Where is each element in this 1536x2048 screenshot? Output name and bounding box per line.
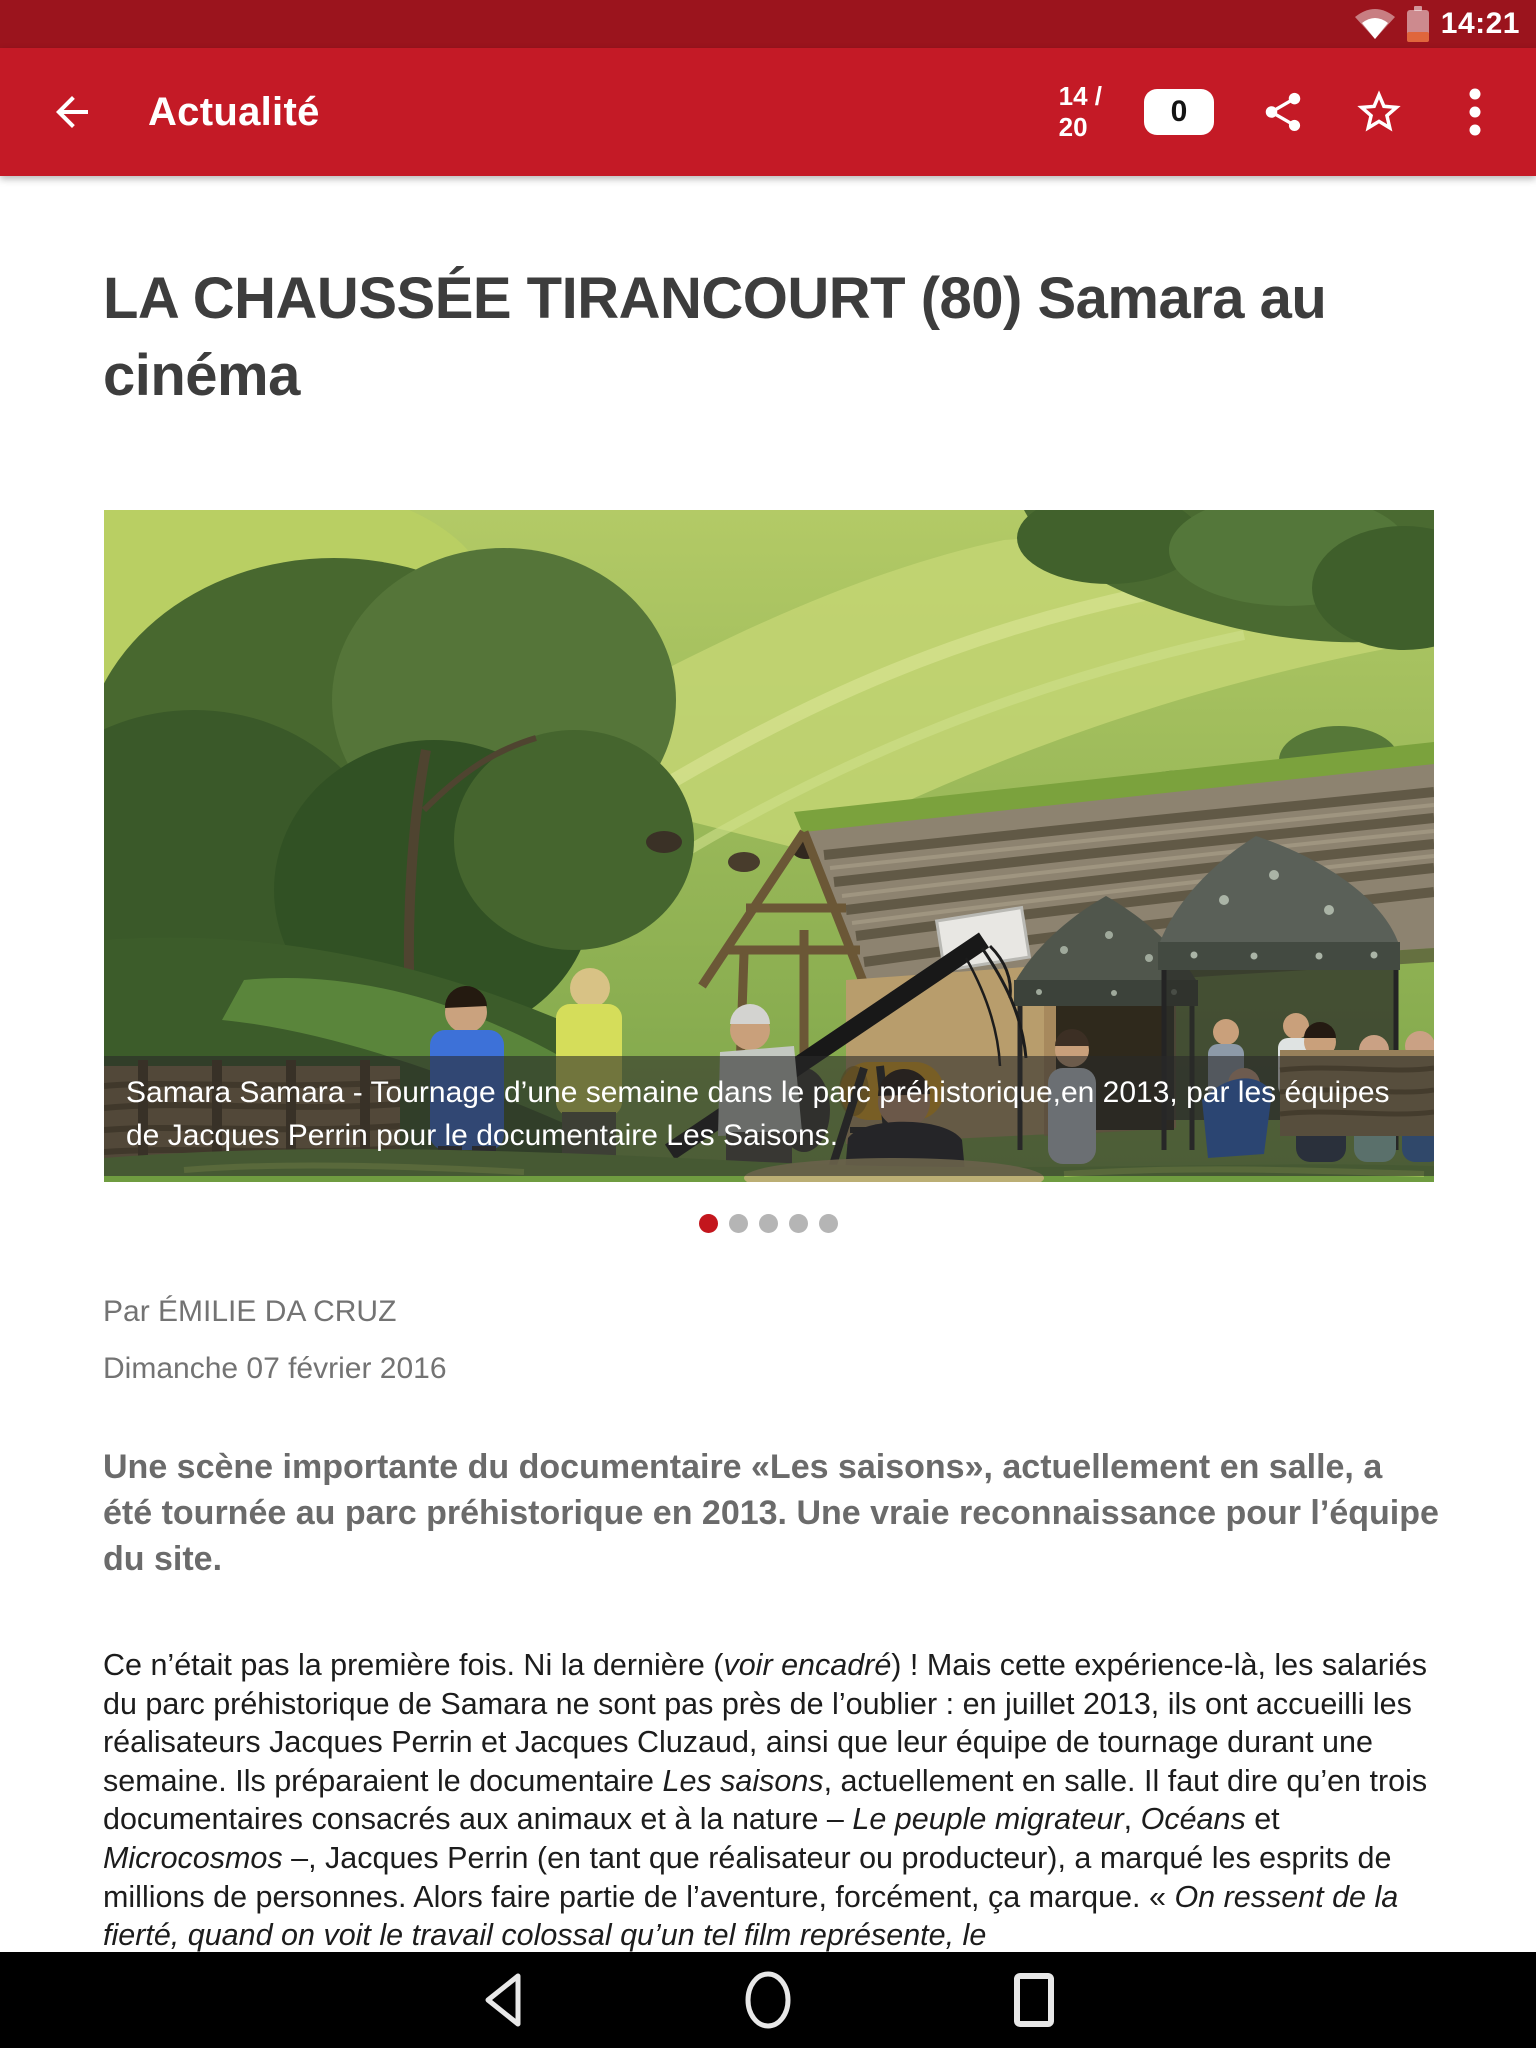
byline: Par ÉMILIE DA CRUZ xyxy=(103,1295,397,1328)
home-circle-icon xyxy=(738,1970,798,2030)
nav-home-button[interactable] xyxy=(736,1968,800,2032)
comments-count: 0 xyxy=(1170,95,1188,128)
page-title: Actualité xyxy=(148,89,320,134)
article-date: Dimanche 07 février 2016 xyxy=(103,1352,447,1385)
recents-square-icon xyxy=(1010,1970,1058,2030)
back-button[interactable] xyxy=(44,84,100,140)
article-intro: Une scène importante du documentaire «Les saisons», actuellement en salle, a été tournée au parc préhistorique en 2013. Une vraie reconnaissance pour l’équipe du site. xyxy=(103,1448,1439,1578)
carousel-dots xyxy=(0,1214,1536,1233)
article-image[interactable] xyxy=(104,510,1434,1182)
carousel-dot[interactable] xyxy=(789,1214,808,1233)
overflow-menu-button[interactable] xyxy=(1448,85,1502,139)
article-title: LA CHAUSSÉE TIRANCOURT (80) Samara au cinéma xyxy=(103,266,1327,408)
carousel-dot[interactable] xyxy=(729,1214,748,1233)
article-body: Ce n’était pas la première fois. Ni la dernière (voir encadré) ! Mais cette expérience-là, les salariés du parc préhistorique de Samara ne sont pas près de l’oublier : en juillet 2013, ils ont accueilli les réalisateurs Jacques Perrin et Jacques Cluzaud, ainsi que leur équipe de tournage durant une semaine. Ils préparaient le documentaire Les saisons, actuellement en salle. Il faut dire qu’en trois documentaires consacrés aux animaux et à la nature – Le peuple migrateur, Océans et Microcosmos –, Jacques Perrin (en tant que réalisateur ou producteur), a marqué les esprits de millions de personnes. Alors faire partie de l’aventure, forcément, ça marque. « On ressent de la fierté, quand on voit le travail colossal qu’un tel film représente, le xyxy=(103,1648,1428,1952)
back-arrow-icon xyxy=(48,88,96,136)
image-caption: Samara Samara - Tournage d’une semaine dans le parc préhistorique,en 2013, par les équipes de Jacques Perrin pour le documentaire Les Saisons. xyxy=(104,1056,1434,1176)
carousel-dot[interactable] xyxy=(819,1214,838,1233)
status-bar xyxy=(0,0,1536,48)
share-icon xyxy=(1260,89,1306,135)
comments-badge-button[interactable] xyxy=(1144,89,1214,135)
overflow-menu-icon xyxy=(1468,86,1482,138)
wifi-icon xyxy=(1355,8,1395,40)
clock: 14:21 xyxy=(1440,7,1520,40)
back-triangle-icon xyxy=(480,1970,524,2030)
battery-icon xyxy=(1407,6,1429,42)
app-bar xyxy=(0,48,1536,176)
nav-back-button[interactable] xyxy=(470,1968,534,2032)
carousel-dot[interactable] xyxy=(699,1214,718,1233)
article-counter: 14 / 20 xyxy=(1058,81,1102,142)
favorite-button[interactable] xyxy=(1352,85,1406,139)
share-button[interactable] xyxy=(1256,85,1310,139)
article-content xyxy=(0,176,1536,1952)
navigation-bar xyxy=(0,1952,1536,2048)
star-outline-icon xyxy=(1353,86,1405,138)
nav-recents-button[interactable] xyxy=(1002,1968,1066,2032)
carousel-dot[interactable] xyxy=(759,1214,778,1233)
